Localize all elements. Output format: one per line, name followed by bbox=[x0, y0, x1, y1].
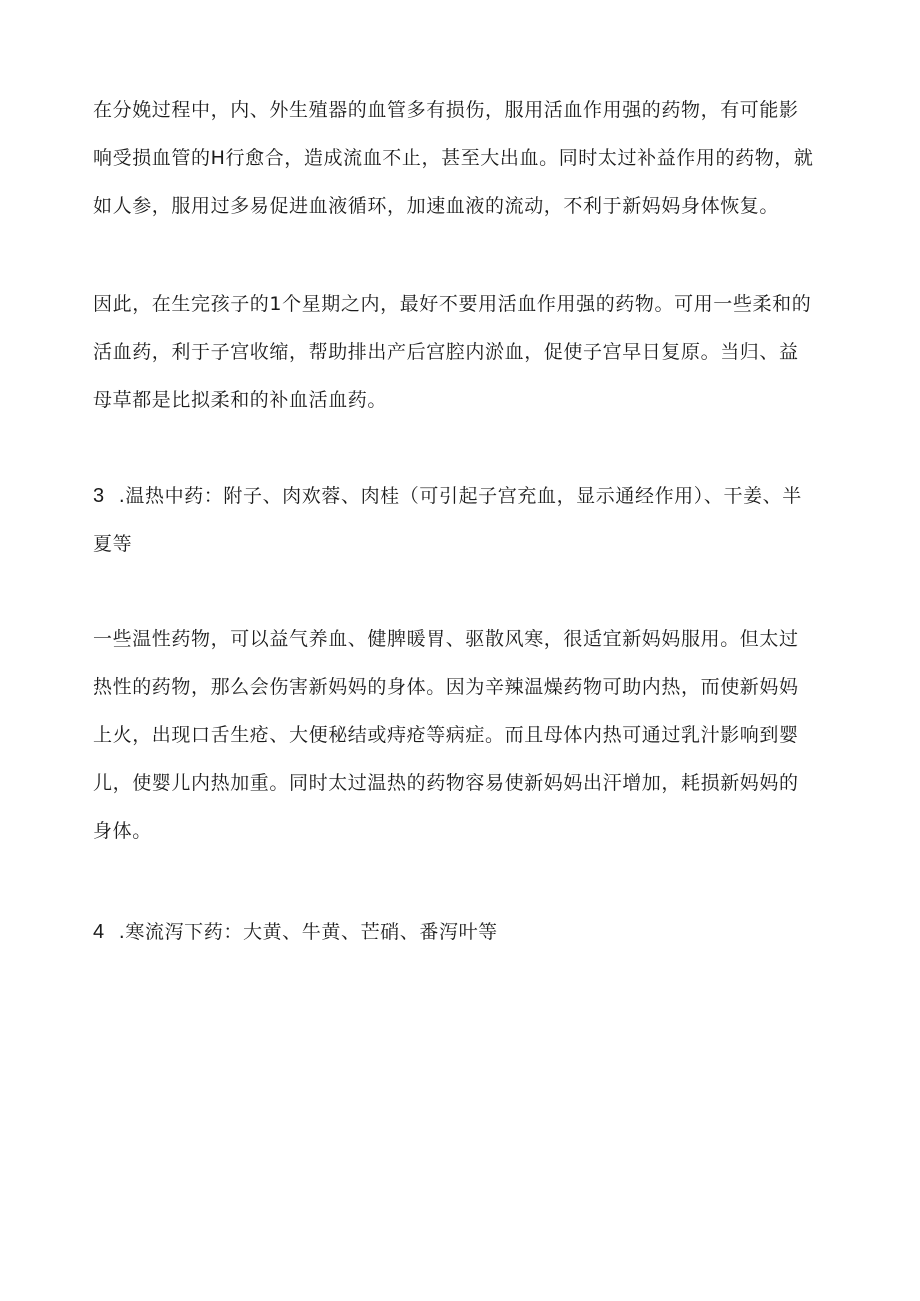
text-line: 活血药，利于子宫收缩，帮助排出产后宫腔内淤血，促使子宫早日复原。当归、益 bbox=[93, 341, 799, 363]
text-line: 热性的药物，那么会伤害新妈妈的身体。因为辛辣温燥药物可助内热，而使新妈妈 bbox=[93, 676, 799, 698]
text-line: 如人参，服用过多易促进血液循环，加速血液的流动，不利于新妈妈身体恢复。 bbox=[93, 195, 780, 217]
paragraph-warm-herbs-effects bbox=[93, 615, 833, 855]
text-line bbox=[93, 908, 833, 956]
text-line: 母草都是比拟柔和的补血活血药。 bbox=[93, 389, 388, 411]
text-line: 上火，出现口舌生疮、大便秘结或痔疮等病症。而且母体内热可通过乳汁影响到婴 bbox=[93, 724, 799, 746]
paragraph-first-week-advice bbox=[93, 280, 833, 424]
text-line: 儿，使婴儿内热加重。同时太过温热的药物容易使新妈妈出汗增加，耗损新妈妈的 bbox=[93, 772, 799, 794]
section-number: 3 bbox=[93, 485, 105, 507]
text-line: 一些温性药物，可以益气养血、健脾暖胃、驱散风寒，很适宜新妈妈服用。但太过 bbox=[93, 628, 799, 650]
text-line bbox=[93, 472, 833, 520]
text-line: 响受损血管的H行愈合，造成流血不止，甚至大出血。同时太过补益作用的药物，就 bbox=[93, 147, 814, 169]
section-number: 4 bbox=[93, 921, 105, 943]
paragraph-postpartum-blood-vessels bbox=[93, 86, 833, 230]
section-heading-warm-herbs bbox=[93, 472, 833, 568]
text-line: 在分娩过程中，内、外生殖器的血管多有损伤，服用活血作用强的药物，有可能影 bbox=[93, 99, 799, 121]
text-line: 身体。 bbox=[93, 820, 152, 842]
section-heading-text: .寒流泻下药：大黄、牛黄、芒硝、番泻叶等 bbox=[118, 921, 498, 943]
text-line: 因此，在生完孩子的1个星期之内，最好不要用活血作用强的药物。可用一些柔和的 bbox=[93, 293, 812, 315]
text-line: 夏等 bbox=[93, 533, 133, 555]
section-heading-text: .温热中药：附子、肉欢蓉、肉桂（可引起子宫充血，显示通经作用）、干姜、半 bbox=[118, 485, 802, 507]
section-heading-cold-laxatives bbox=[93, 908, 833, 956]
